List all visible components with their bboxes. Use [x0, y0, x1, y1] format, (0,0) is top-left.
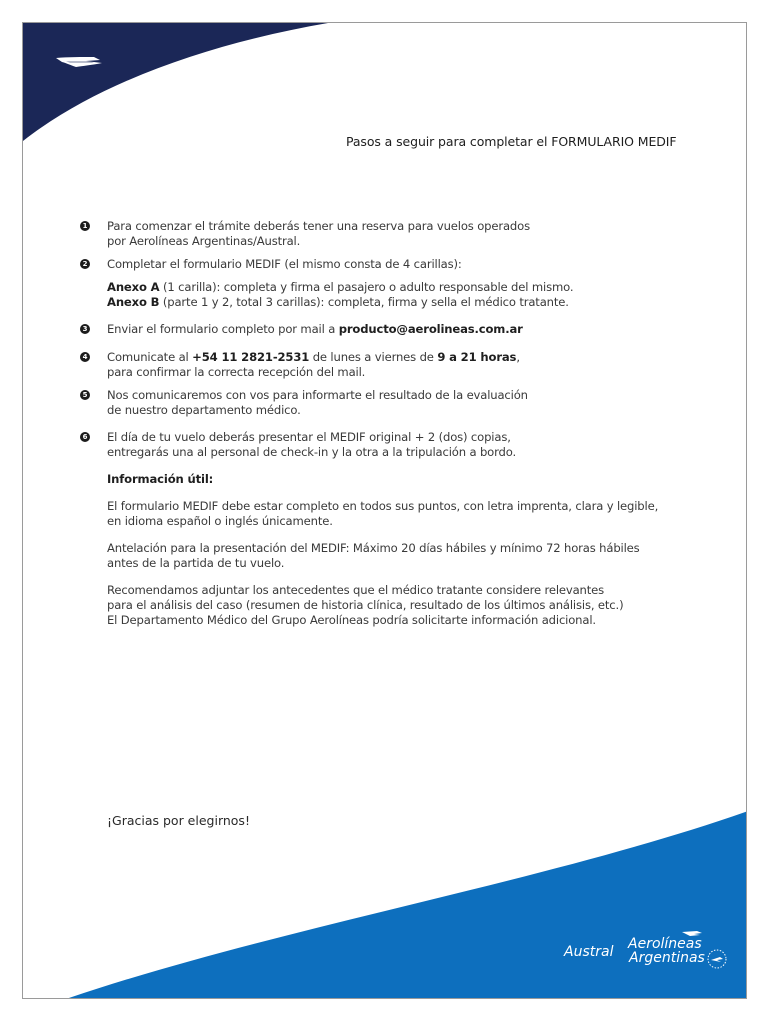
- info-paragraph-line: Antelación para la presentación del MEDIF: Máximo 20 días hábiles y mínimo 72 horas hábiles: [107, 541, 640, 555]
- brand-line: Aerolíneas: [628, 936, 702, 952]
- annex-a-line: [107, 280, 737, 295]
- step-2: [82, 257, 737, 310]
- office-hours: 9 a 21 horas: [437, 350, 517, 364]
- step-text: ,: [516, 350, 520, 364]
- step-text-line: Para comenzar el trámite deberás tener una reserva para vuelos operados: [107, 219, 530, 233]
- step-text-line: de nuestro departamento médico.: [107, 403, 301, 417]
- step-text: Enviar el formulario completo por mail a: [107, 322, 339, 336]
- info-paragraph-line: Recomendamos adjuntar los antecedentes que el médico tratante considere relevantes: [107, 583, 605, 597]
- step-number-badge: 1: [80, 221, 90, 231]
- step-text-line: [107, 350, 737, 365]
- document-page: [22, 22, 747, 999]
- useful-info-section: [107, 472, 737, 628]
- info-paragraph-line: El Departamento Médico del Grupo Aerolíneas podría solicitarte información adicional.: [107, 613, 596, 627]
- info-paragraph-line: en idioma español o inglés únicamente.: [107, 514, 333, 528]
- step-number-badge: 3: [80, 324, 90, 334]
- step-number-badge: 4: [80, 352, 90, 362]
- step-text-line: [107, 322, 737, 337]
- annex-b-line: [107, 295, 737, 310]
- annex-a-text: (1 carilla): completa y firma el pasajero o adulto responsable del mismo.: [159, 280, 574, 294]
- step-text-line: Nos comunicaremos con vos para informarte el resultado de la evaluación: [107, 388, 528, 402]
- step-1: [82, 219, 737, 249]
- brand-line: Argentinas: [629, 950, 705, 966]
- steps-content: [82, 219, 737, 628]
- document-title: Pasos a seguir para completar el FORMULARIO MEDIF: [346, 134, 677, 149]
- step-text-line: Completar el formulario MEDIF (el mismo consta de 4 carillas):: [107, 257, 462, 271]
- step-number-badge: 6: [80, 432, 90, 442]
- useful-info-heading: Información útil:: [107, 472, 214, 486]
- step-text-line: El día de tu vuelo deberás presentar el MEDIF original + 2 (dos) copias,: [107, 430, 511, 444]
- step-3: [82, 322, 737, 337]
- step-text: de lunes a viernes de: [309, 350, 438, 364]
- step-text-line: por Aerolíneas Argentinas/Austral.: [107, 234, 301, 248]
- closing-thanks: ¡Gracias por elegirnos!: [107, 813, 250, 828]
- skyteam-seal-icon: [706, 948, 728, 970]
- step-4: [82, 350, 737, 380]
- annex-b-label: Anexo B: [107, 295, 160, 309]
- austral-brand-logo: Austral: [564, 944, 614, 960]
- step-text-line: entregarás una al personal de check-in y la otra a la tripulación a bordo.: [107, 445, 517, 459]
- annex-a-label: Anexo A: [107, 280, 160, 294]
- info-paragraph-line: para el análisis del caso (resumen de historia clínica, resultado de los últimos análisis, etc.): [107, 598, 624, 612]
- phone-number[interactable]: +54 11 2821-2531: [192, 350, 310, 364]
- step-6: [82, 430, 737, 460]
- email-link[interactable]: producto@aerolineas.com.ar: [338, 322, 523, 336]
- step-number-badge: 2: [80, 259, 90, 269]
- aerolineas-argentinas-brand-logo: [628, 937, 705, 965]
- step-text-line: para confirmar la correcta recepción del mail.: [107, 365, 366, 379]
- step-5: [82, 388, 737, 418]
- annex-b-text: (parte 1 y 2, total 3 carillas): completa, firma y sella el médico tratante.: [159, 295, 569, 309]
- step-text: Comunicate al: [107, 350, 193, 364]
- info-paragraph-line: El formulario MEDIF debe estar completo en todos sus puntos, con letra imprenta, clara y legible,: [107, 499, 659, 513]
- step-number-badge: 5: [80, 390, 90, 400]
- info-paragraph-line: antes de la partida de tu vuelo.: [107, 556, 285, 570]
